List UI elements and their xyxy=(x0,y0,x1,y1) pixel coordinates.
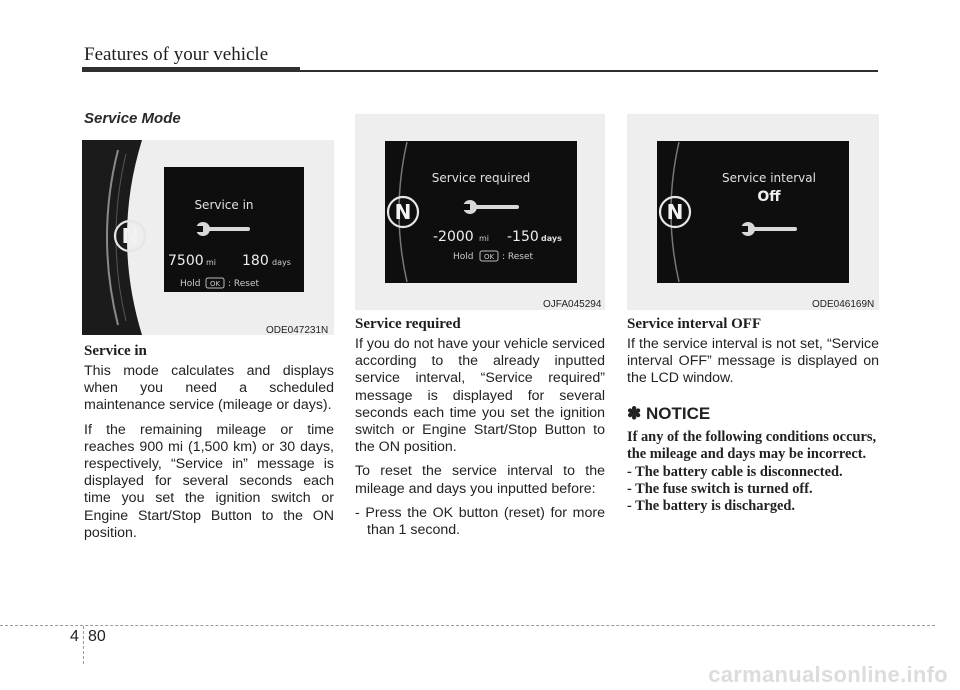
figure-service-interval-off xyxy=(627,114,879,310)
heading-service-interval-off: Service interval OFF xyxy=(627,316,762,332)
header-rule xyxy=(82,70,878,72)
screen-title: Service in xyxy=(194,198,254,212)
paragraph: This mode calculates and displays when you need a scheduled maintenance service (mileage or days). xyxy=(84,363,334,414)
days-value: 180 xyxy=(242,253,269,269)
notice-label: NOTICE xyxy=(645,404,711,423)
mileage-value: 7500 xyxy=(168,253,204,269)
asterisk-icon: ✽ xyxy=(627,404,642,423)
list-item: - Press the OK button (reset) for more than 1 second. xyxy=(355,504,605,539)
heading-service-required: Service required xyxy=(355,316,461,332)
paragraph: If the service interval is not set, “Service interval OFF” message is displayed on the LCD window. xyxy=(627,336,879,387)
list-item: - The battery cable is disconnected. xyxy=(627,463,843,480)
dashboard-display-service-in xyxy=(82,140,334,335)
footer-rule xyxy=(0,625,935,626)
chapter-number: 4 xyxy=(70,628,79,645)
screen-value: Off xyxy=(757,189,781,205)
dashboard-display-service-required xyxy=(355,114,605,310)
reset-label: : Reset xyxy=(502,252,534,262)
hold-label: Hold xyxy=(453,252,474,262)
list-item: - The battery is discharged. xyxy=(627,498,796,515)
dashboard-display-service-interval xyxy=(627,114,879,310)
list-item: - The fuse switch is turned off. xyxy=(627,480,813,497)
ok-key: OK xyxy=(209,280,221,288)
column-2-body xyxy=(355,336,605,546)
paragraph: If the remaining mileage or time reaches 900 mi (1,500 km) or 30 days, respectively, “Service in” message is displayed for several seconds each time you set the ignition switch or Engine Start/Stop Button to the ON position. xyxy=(84,421,334,541)
days-unit: days xyxy=(541,234,562,243)
column-3-body xyxy=(627,336,879,395)
days-value: -150 xyxy=(507,229,539,245)
screen-title: Service required xyxy=(431,171,531,185)
column-1-body xyxy=(84,363,334,549)
figure-service-required xyxy=(355,114,605,310)
gear-indicator: N xyxy=(666,200,684,224)
mileage-value: -2000 xyxy=(433,229,474,245)
figure-service-in xyxy=(82,140,334,335)
figure-code: ODE047231N xyxy=(266,325,329,336)
notice-body xyxy=(627,429,879,515)
section-title: Service Mode xyxy=(84,110,181,127)
hold-label: Hold xyxy=(180,279,201,289)
figure-code: ODE046169N xyxy=(812,299,875,310)
mileage-unit: mi xyxy=(479,234,490,243)
running-header: Features of your vehicle xyxy=(84,44,269,65)
gear-indicator: N xyxy=(394,200,412,224)
mileage-unit: mi xyxy=(206,258,217,267)
notice-intro: If any of the following conditions occurs, the mileage and days may be incorrect. xyxy=(627,429,877,463)
figure-code: OJFA045294 xyxy=(543,299,602,310)
page-number: 80 xyxy=(88,628,106,645)
ok-key: OK xyxy=(483,253,495,261)
gear-indicator: N xyxy=(121,224,139,248)
page-divider xyxy=(83,626,84,664)
days-unit: days xyxy=(272,258,291,267)
reset-label: : Reset xyxy=(228,279,260,289)
paragraph: If you do not have your vehicle serviced according to the already inputted service interval, “Service required” message is displayed for several seconds each time you set the ignition switch or Engine Start/Stop Button to the ON position. xyxy=(355,336,605,456)
screen-title: Service interval xyxy=(722,171,816,185)
watermark: carmanualsonline.info xyxy=(708,662,948,687)
notice-title xyxy=(627,404,710,424)
heading-service-in: Service in xyxy=(84,343,147,359)
paragraph: To reset the service interval to the mileage and days you inputted before: xyxy=(355,463,605,497)
